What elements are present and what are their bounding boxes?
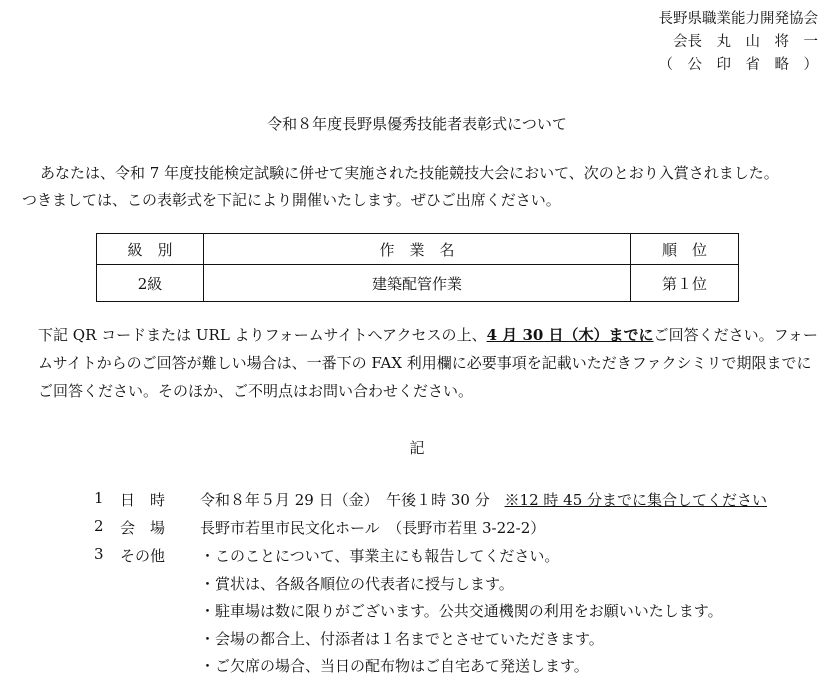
list-item: ・賞状は、各級各順位の代表者に授与します。 xyxy=(200,575,514,593)
cell-work-name: 建築配管作業 xyxy=(204,265,631,302)
item-1-number: 1 xyxy=(94,489,104,507)
document-title: 令和８年度長野県優秀技能者表彰式について xyxy=(267,115,567,133)
item-1-label: 日 時 xyxy=(120,491,166,509)
reply-instructions xyxy=(38,321,820,405)
list-item: ・会場の都合上、付添者は１名までとさせていただきます。 xyxy=(200,630,604,648)
item-2-label: 会 場 xyxy=(120,519,166,537)
list-item: ・ご欠席の場合、当日の配布物はご自宅あて発送します。 xyxy=(200,657,589,675)
header-work-name: 作 業 名 xyxy=(204,234,631,265)
item-3-label: その他 xyxy=(120,547,166,565)
sender-block xyxy=(659,8,819,77)
seal-omitted-note: （ 公 印 省 略 ） xyxy=(658,57,818,73)
award-table-row xyxy=(97,265,739,302)
intro-line-1: あなたは、令和 7 年度技能検定試験に併せて実施された技能競技大会において、次のとおり入賞されました。 xyxy=(40,164,779,182)
intro-line-2: つきましては、この表彰式を下記により開催いたします。ぜひご出席ください。 xyxy=(22,191,561,209)
sender-name: 会長 丸 山 将 一 xyxy=(673,34,818,50)
item-1-datetime xyxy=(200,489,767,510)
award-table-header-row xyxy=(97,234,739,265)
item-1-assembly-note: ※12 時 45 分までに集合してください xyxy=(504,491,768,509)
cell-rank: 第１位 xyxy=(631,265,739,302)
list-item: ・このことについて、事業主にも報告してください。 xyxy=(200,547,560,565)
reply-deadline: 4 月 30 日（木）までに xyxy=(486,326,654,344)
award-table xyxy=(96,233,739,302)
header-grade: 級 別 xyxy=(97,234,204,265)
item-3-number: 3 xyxy=(94,545,104,563)
list-item: ・駐車場は数に限りがございます。公共交通機関の利用をお願いいたします。 xyxy=(200,602,723,620)
sender-organization: 長野県職業能力開発協会 xyxy=(658,11,818,27)
item-2-number: 2 xyxy=(94,517,104,535)
header-rank: 順 位 xyxy=(631,234,739,265)
item-1-value: 令和８年５月 29 日（金） 午後１時 30 分 xyxy=(200,491,490,509)
reply-text-part1: 下記 QR コードまたは URL よりフォームサイトへアクセスの上、 xyxy=(38,326,487,344)
item-2-venue: 長野市若里市民文化ホール （長野市若里 3-22-2） xyxy=(200,519,546,537)
ki-heading: 記 xyxy=(409,439,425,457)
reply-text-part2: ご回答ください。フォームサイトからのご回答が難しい場合は、一番下の FAX 利用欄に必要事項を記載いただきファクシミリで期限までにご回答ください。そのほか、ご不明点はお問い合わせください。 xyxy=(38,326,818,400)
cell-grade: 2級 xyxy=(97,265,204,302)
